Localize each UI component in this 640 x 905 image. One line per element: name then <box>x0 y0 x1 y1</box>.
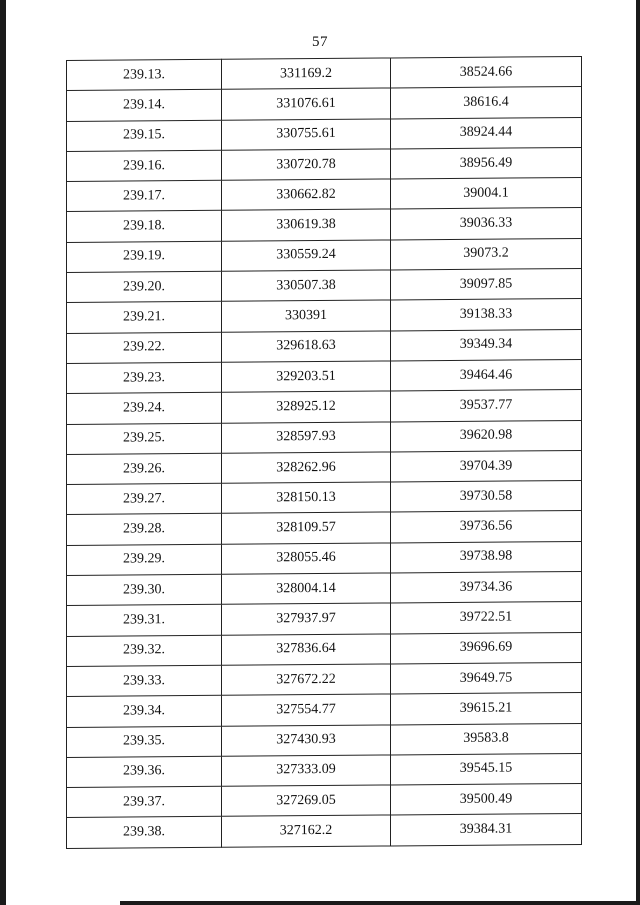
scan-edge-left <box>0 0 6 905</box>
coordinates-table <box>66 56 582 849</box>
y-coordinate-cell: 39004.1 <box>391 178 582 210</box>
x-coordinate-cell: 327430.93 <box>222 724 391 756</box>
table-row <box>67 147 582 181</box>
point-number-cell: 239.18. <box>67 211 222 243</box>
x-coordinate-cell: 328055.46 <box>222 543 391 575</box>
x-coordinate-cell: 329203.51 <box>222 361 391 393</box>
point-number-cell: 239.28. <box>67 514 222 546</box>
page-number: 57 <box>312 34 328 50</box>
table-row <box>67 269 582 303</box>
x-coordinate-cell: 330507.38 <box>222 270 391 302</box>
x-coordinate-cell: 327836.64 <box>222 634 391 666</box>
x-coordinate-cell: 328109.57 <box>222 512 391 544</box>
point-number-cell: 239.23. <box>67 362 222 394</box>
point-number-cell: 239.13. <box>67 59 222 91</box>
point-number-cell: 239.30. <box>67 574 222 606</box>
point-number-cell: 239.16. <box>67 150 222 182</box>
point-number-cell: 239.22. <box>67 332 222 364</box>
x-coordinate-cell: 327554.77 <box>222 694 391 726</box>
point-number-cell: 239.37. <box>67 786 222 818</box>
table-row <box>67 723 582 757</box>
y-coordinate-cell: 39073.2 <box>391 238 582 270</box>
y-coordinate-cell: 39736.56 <box>391 511 582 543</box>
x-coordinate-cell: 327162.2 <box>222 815 391 847</box>
x-coordinate-cell: 328597.93 <box>222 422 391 454</box>
point-number-cell: 239.14. <box>67 90 222 122</box>
x-coordinate-cell: 330391 <box>222 300 391 332</box>
table-row <box>67 753 582 787</box>
x-coordinate-cell: 327672.22 <box>222 664 391 696</box>
point-number-cell: 239.21. <box>67 302 222 334</box>
table-row <box>67 450 582 484</box>
point-number-cell: 239.26. <box>67 453 222 485</box>
table-row <box>67 602 582 636</box>
table-row <box>67 511 582 545</box>
point-number-cell: 239.36. <box>67 756 222 788</box>
table-row <box>67 329 582 363</box>
table-row <box>67 814 582 848</box>
y-coordinate-cell: 39097.85 <box>391 269 582 301</box>
table-row <box>67 208 582 242</box>
point-number-cell: 239.31. <box>67 605 222 637</box>
x-coordinate-cell: 328925.12 <box>222 391 391 423</box>
y-coordinate-cell: 39036.33 <box>391 208 582 240</box>
x-coordinate-cell: 331076.61 <box>222 88 391 120</box>
y-coordinate-cell: 39734.36 <box>391 571 582 603</box>
point-number-cell: 239.19. <box>67 241 222 273</box>
point-number-cell: 239.20. <box>67 271 222 303</box>
point-number-cell: 239.32. <box>67 635 222 667</box>
y-coordinate-cell: 39730.58 <box>391 481 582 513</box>
point-number-cell: 239.35. <box>67 726 222 758</box>
table-row <box>67 420 582 454</box>
x-coordinate-cell: 331169.2 <box>222 58 391 90</box>
coordinates-table-container <box>66 56 582 849</box>
x-coordinate-cell: 327333.09 <box>222 755 391 787</box>
x-coordinate-cell: 330755.61 <box>222 119 391 151</box>
table-row <box>67 299 582 333</box>
y-coordinate-cell: 39696.69 <box>391 632 582 664</box>
point-number-cell: 239.27. <box>67 483 222 515</box>
table-row <box>67 571 582 605</box>
y-coordinate-cell: 39384.31 <box>391 814 582 846</box>
x-coordinate-cell: 327269.05 <box>222 785 391 817</box>
y-coordinate-cell: 39537.77 <box>391 390 582 422</box>
x-coordinate-cell: 330720.78 <box>222 149 391 181</box>
x-coordinate-cell: 328262.96 <box>222 452 391 484</box>
table-row <box>67 178 582 212</box>
y-coordinate-cell: 39349.34 <box>391 329 582 361</box>
y-coordinate-cell: 39722.51 <box>391 602 582 634</box>
y-coordinate-cell: 38616.4 <box>391 87 582 119</box>
x-coordinate-cell: 328150.13 <box>222 482 391 514</box>
y-coordinate-cell: 39649.75 <box>391 662 582 694</box>
x-coordinate-cell: 330619.38 <box>222 209 391 241</box>
point-number-cell: 239.34. <box>67 696 222 728</box>
point-number-cell: 239.17. <box>67 180 222 212</box>
y-coordinate-cell: 38924.44 <box>391 117 582 149</box>
y-coordinate-cell: 39464.46 <box>391 359 582 391</box>
x-coordinate-cell: 330559.24 <box>222 240 391 272</box>
point-number-cell: 239.24. <box>67 393 222 425</box>
table-row <box>67 632 582 666</box>
table-row <box>67 117 582 151</box>
table-row <box>67 481 582 515</box>
y-coordinate-cell: 39545.15 <box>391 753 582 785</box>
table-row <box>67 390 582 424</box>
point-number-cell: 239.25. <box>67 423 222 455</box>
table-row <box>67 784 582 818</box>
y-coordinate-cell: 39738.98 <box>391 541 582 573</box>
y-coordinate-cell: 39583.8 <box>391 723 582 755</box>
point-number-cell: 239.29. <box>67 544 222 576</box>
x-coordinate-cell: 330662.82 <box>222 179 391 211</box>
table-row <box>67 56 582 90</box>
table-row <box>67 662 582 696</box>
x-coordinate-cell: 329618.63 <box>222 331 391 363</box>
y-coordinate-cell: 39615.21 <box>391 693 582 725</box>
x-coordinate-cell: 327937.97 <box>222 603 391 635</box>
y-coordinate-cell: 39500.49 <box>391 784 582 816</box>
y-coordinate-cell: 39620.98 <box>391 420 582 452</box>
table-row <box>67 87 582 121</box>
point-number-cell: 239.15. <box>67 120 222 152</box>
table-row <box>67 693 582 727</box>
y-coordinate-cell: 38956.49 <box>391 147 582 179</box>
scan-edge-right <box>636 0 640 905</box>
x-coordinate-cell: 328004.14 <box>222 573 391 605</box>
point-number-cell: 239.38. <box>67 817 222 849</box>
table-row <box>67 359 582 393</box>
table-body <box>67 56 582 848</box>
scan-edge-bottom <box>120 901 640 905</box>
table-row <box>67 238 582 272</box>
y-coordinate-cell: 39138.33 <box>391 299 582 331</box>
table-row <box>67 541 582 575</box>
y-coordinate-cell: 39704.39 <box>391 450 582 482</box>
point-number-cell: 239.33. <box>67 665 222 697</box>
y-coordinate-cell: 38524.66 <box>391 56 582 88</box>
